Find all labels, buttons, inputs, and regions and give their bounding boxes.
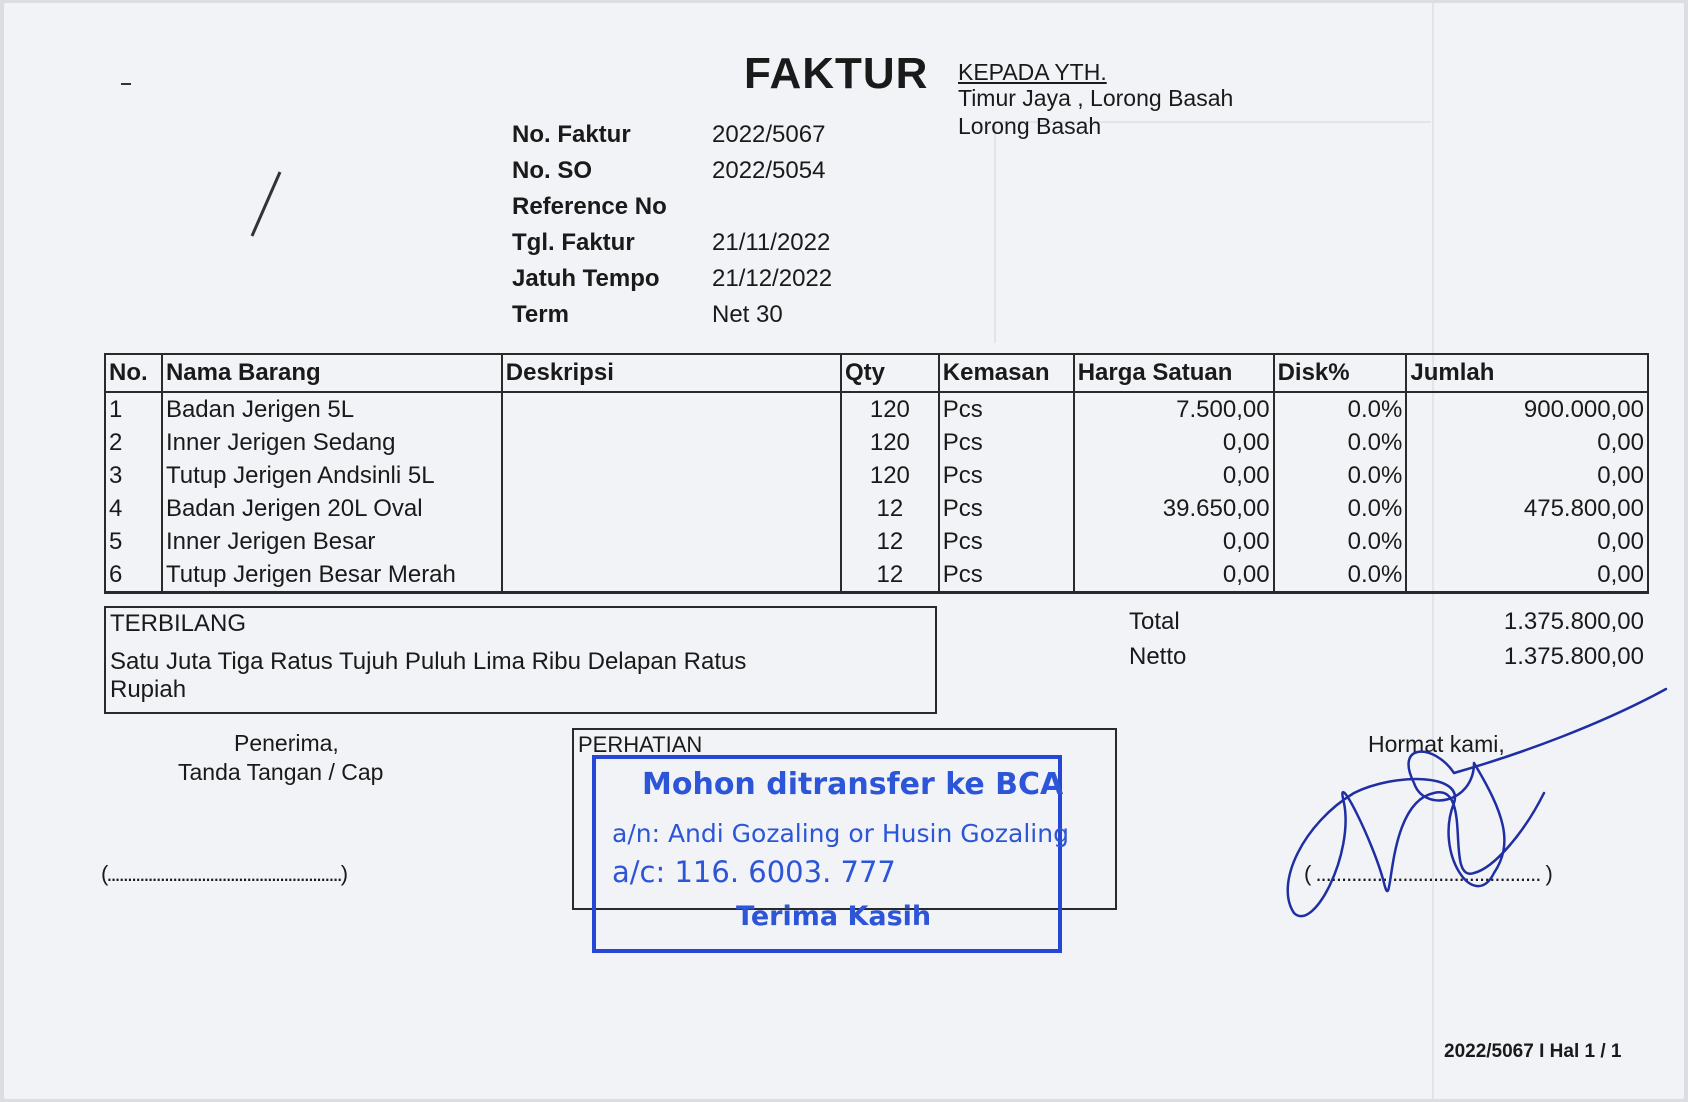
col-header-harga-satuan: Harga Satuan bbox=[1074, 354, 1274, 392]
meta-label: No. Faktur bbox=[512, 121, 631, 148]
meta-row-jatuh-tempo bbox=[512, 265, 932, 301]
cell-no: 6 bbox=[105, 558, 162, 593]
meta-label: Term bbox=[512, 301, 569, 328]
meta-value: 21/12/2022 bbox=[712, 265, 833, 292]
cell-disk: 0.0% bbox=[1274, 426, 1407, 459]
cell-jumlah: 0,00 bbox=[1406, 426, 1648, 459]
cell-nama-barang: Tutup Jerigen Besar Merah bbox=[162, 558, 502, 593]
invoice-meta bbox=[512, 121, 932, 337]
cell-disk: 0.0% bbox=[1274, 459, 1407, 492]
col-header-no: No. bbox=[105, 354, 162, 392]
cell-qty: 12 bbox=[841, 558, 939, 593]
page-reference: 2022/5067 I Hal 1 / 1 bbox=[1444, 1041, 1622, 1062]
cell-kemasan: Pcs bbox=[939, 525, 1074, 558]
cell-qty: 120 bbox=[841, 459, 939, 492]
receiver-label: Penerima, bbox=[234, 730, 339, 756]
cell-qty: 12 bbox=[841, 525, 939, 558]
cell-jumlah: 900.000,00 bbox=[1406, 392, 1648, 426]
cell-harga-satuan: 0,00 bbox=[1074, 525, 1274, 558]
meta-value: 2022/5067 bbox=[712, 121, 826, 148]
table-row bbox=[105, 525, 1648, 558]
cell-no: 2 bbox=[105, 426, 162, 459]
table-header-row bbox=[105, 354, 1648, 392]
netto-value: 1.375.800,00 bbox=[1503, 643, 1644, 670]
cell-nama-barang: Badan Jerigen 20L Oval bbox=[162, 492, 502, 525]
col-header-deskripsi: Deskripsi bbox=[502, 354, 841, 392]
col-header-qty: Qty bbox=[841, 354, 939, 392]
cell-deskripsi bbox=[502, 459, 841, 492]
meta-label: Reference No bbox=[512, 193, 667, 220]
receiver-signature-line: (.........................................................) bbox=[101, 861, 347, 886]
terbilang-line-2: Rupiah bbox=[110, 676, 187, 703]
cell-harga-satuan: 0,00 bbox=[1074, 459, 1274, 492]
table-row bbox=[105, 459, 1648, 492]
col-header-disk: Disk% bbox=[1274, 354, 1407, 392]
cell-disk: 0.0% bbox=[1274, 525, 1407, 558]
cell-harga-satuan: 7.500,00 bbox=[1074, 392, 1274, 426]
terbilang-label: TERBILANG bbox=[110, 610, 247, 637]
recipient-label: KEPADA YTH. bbox=[958, 59, 1107, 85]
cell-jumlah: 0,00 bbox=[1406, 525, 1648, 558]
terbilang-line-1: Satu Juta Tiga Ratus Tujuh Puluh Lima Ribu Delapan Ratus bbox=[110, 648, 747, 675]
cell-qty: 12 bbox=[841, 492, 939, 525]
cell-deskripsi bbox=[502, 392, 841, 426]
cell-kemasan: Pcs bbox=[939, 392, 1074, 426]
cell-no: 3 bbox=[105, 459, 162, 492]
meta-label: Jatuh Tempo bbox=[512, 265, 660, 292]
cell-nama-barang: Inner Jerigen Besar bbox=[162, 525, 502, 558]
cell-no: 1 bbox=[105, 392, 162, 426]
cell-no: 4 bbox=[105, 492, 162, 525]
cell-kemasan: Pcs bbox=[939, 492, 1074, 525]
cell-jumlah: 475.800,00 bbox=[1406, 492, 1648, 525]
table-row bbox=[105, 492, 1648, 525]
table-row bbox=[105, 426, 1648, 459]
col-header-kemasan: Kemasan bbox=[939, 354, 1074, 392]
meta-value: 2022/5054 bbox=[712, 157, 826, 184]
sender-label: Hormat kami, bbox=[1368, 731, 1505, 757]
stamp-line-1: Mohon ditransfer ke BCA bbox=[642, 767, 1064, 802]
table-row bbox=[105, 392, 1648, 426]
netto-label: Netto bbox=[1129, 643, 1187, 670]
stamp-line-4: Terima Kasih bbox=[736, 901, 932, 932]
cell-deskripsi bbox=[502, 525, 841, 558]
cell-kemasan: Pcs bbox=[939, 426, 1074, 459]
bank-transfer-stamp bbox=[592, 755, 1069, 953]
col-header-jumlah: Jumlah bbox=[1406, 354, 1648, 392]
cell-deskripsi bbox=[502, 426, 841, 459]
cell-disk: 0.0% bbox=[1274, 492, 1407, 525]
cell-kemasan: Pcs bbox=[939, 459, 1074, 492]
cell-harga-satuan: 39.650,00 bbox=[1074, 492, 1274, 525]
meta-value: 21/11/2022 bbox=[712, 229, 831, 256]
cell-nama-barang: Inner Jerigen Sedang bbox=[162, 426, 502, 459]
pen-mark bbox=[121, 83, 131, 85]
meta-value: Net 30 bbox=[712, 301, 783, 328]
bleed-through-box bbox=[994, 121, 1431, 343]
cell-disk: 0.0% bbox=[1274, 558, 1407, 593]
pen-stroke-mark bbox=[244, 168, 284, 243]
total-value: 1.375.800,00 bbox=[1503, 608, 1644, 635]
recipient-line-1: Timur Jaya , Lorong Basah bbox=[958, 85, 1234, 111]
cell-qty: 120 bbox=[841, 426, 939, 459]
receiver-sign-caption: Tanda Tangan / Cap bbox=[178, 759, 384, 785]
total-label: Total bbox=[1129, 608, 1180, 635]
sender-signature-line: ( ............................................ ) bbox=[1304, 861, 1552, 886]
cell-disk: 0.0% bbox=[1274, 392, 1407, 426]
items-table bbox=[104, 353, 1649, 594]
invoice-title: FAKTUR bbox=[744, 49, 929, 98]
cell-qty: 120 bbox=[841, 392, 939, 426]
table-row bbox=[105, 558, 1648, 593]
meta-row-no-faktur bbox=[512, 121, 932, 157]
meta-row-term bbox=[512, 301, 932, 337]
cell-jumlah: 0,00 bbox=[1406, 459, 1648, 492]
cell-nama-barang: Badan Jerigen 5L bbox=[162, 392, 502, 426]
col-header-nama-barang: Nama Barang bbox=[162, 354, 502, 392]
meta-row-tgl-faktur bbox=[512, 229, 932, 265]
cell-deskripsi bbox=[502, 558, 841, 593]
meta-row-no-so bbox=[512, 157, 932, 193]
handwritten-signature bbox=[1274, 683, 1674, 943]
perhatian-label: PERHATIAN bbox=[578, 732, 703, 757]
cell-harga-satuan: 0,00 bbox=[1074, 426, 1274, 459]
stamp-line-3: a/c: 116. 6003. 777 bbox=[612, 855, 896, 889]
terbilang-box bbox=[104, 606, 937, 714]
cell-deskripsi bbox=[502, 492, 841, 525]
meta-row-reference-no bbox=[512, 193, 932, 229]
meta-label: No. SO bbox=[512, 157, 593, 184]
recipient-line-2: Lorong Basah bbox=[958, 113, 1102, 139]
meta-label: Tgl. Faktur bbox=[512, 229, 635, 256]
stamp-line-2: a/n: Andi Gozaling or Husin Gozaling bbox=[612, 819, 1069, 848]
cell-harga-satuan: 0,00 bbox=[1074, 558, 1274, 593]
invoice-paper bbox=[4, 3, 1684, 1099]
cell-jumlah: 0,00 bbox=[1406, 558, 1648, 593]
cell-kemasan: Pcs bbox=[939, 558, 1074, 593]
cell-no: 5 bbox=[105, 525, 162, 558]
cell-nama-barang: Tutup Jerigen Andsinli 5L bbox=[162, 459, 502, 492]
